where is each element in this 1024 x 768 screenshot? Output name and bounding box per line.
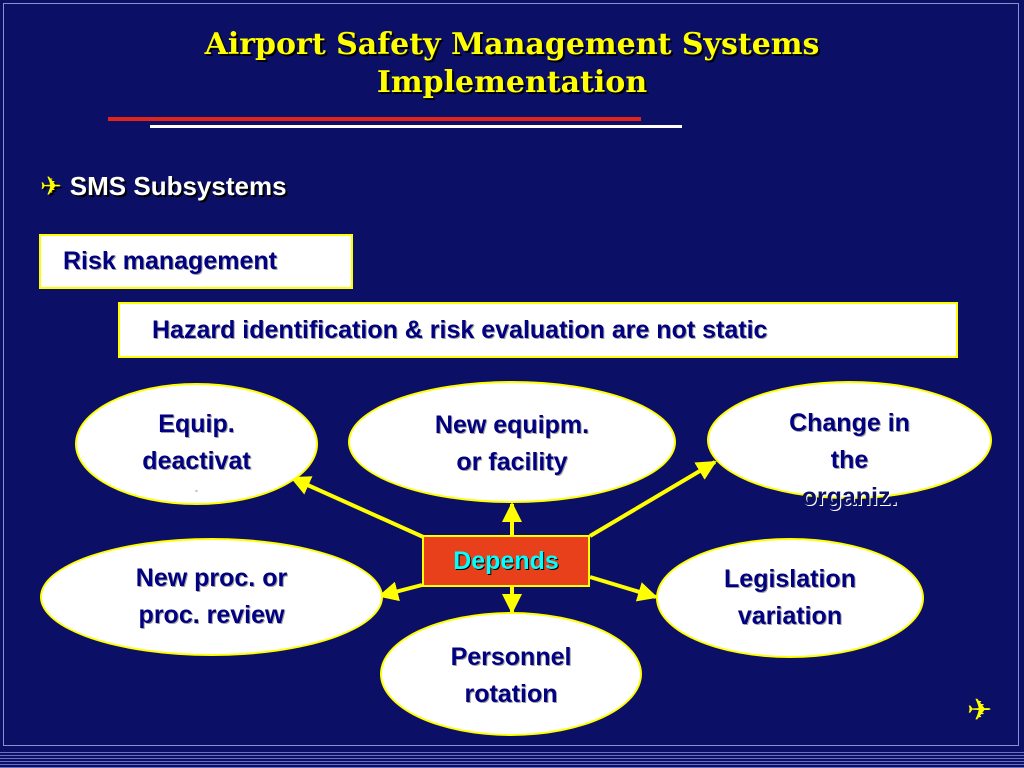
airplane-icon: ✈ (40, 172, 62, 202)
hazard-statement-label: Hazard identification & risk evaluation are not static (152, 315, 768, 344)
node-new-equipment-text: New equipm. or facility (434, 411, 590, 476)
node-equip-deactivation-text: Equip. deactivat . (142, 410, 251, 495)
arrow-to-new-procedure (380, 585, 422, 596)
arrow-to-legislation (590, 577, 656, 597)
node-personnel-text: Personnel rotation (450, 643, 572, 708)
title-line-2: Implementation (376, 65, 648, 100)
node-new-procedure-text: New proc. or proc. review (135, 564, 288, 629)
depends-label: Depends (453, 546, 559, 575)
risk-management-label: Risk management (63, 247, 277, 275)
node-legislation-text: Legislation variation (724, 565, 856, 630)
airplane-icon: ✈ (967, 693, 993, 728)
bullet-text: SMS Subsystems (69, 171, 287, 201)
depends-center-box (422, 535, 590, 587)
node-change-organization-text: Change in the organiz. (789, 409, 910, 511)
title-line-1: Airport Safety Management Systems (204, 27, 820, 62)
